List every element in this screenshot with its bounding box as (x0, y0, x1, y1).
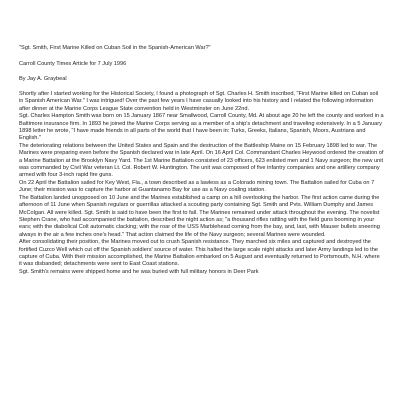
spacer (19, 69, 384, 76)
paragraph: Sgt. Charles Hampton Smith was born on 15 January 1867 near Smallwood, Carroll County, Md. At about age 20 he left the county and worked in a Baltimore insurance firm. In 1893 he joined the Marine Corps serving as a member of a ship's detachment and traveling extensively. In a 5 January 1898 letter he wrote, "I have made friends in all parts of the world that I have been in: Turks, Greeks, Italians, Spanish, Moors, Austrians and English." (19, 113, 384, 142)
paragraph: Sgt. Smith's remains were shipped home and he was buried with full military honors in Deer Park (19, 268, 259, 275)
article-byline: By Jay A. Graybeal (19, 76, 67, 83)
paragraph: After consolidating their position, the Marines moved out to crush Spanish resistance. They marched six miles and captured and destroyed the fortified Cuzco Well which cut off the Spanish soldiers' source of water. This halted the large scale night attacks and later Army landings led to the capture of Cuba. With their mission accomplished, the Marine Battalion embarked on 5 August and eventually returned to Portsmouth, N.H. where it was disbanded; detachments were sent to East Coast stations. (19, 239, 380, 268)
paragraph: The deteriorating relations between the United States and Spain and the destruction of the Battleship Maine on 15 February 1898 led to war. The Marines were preparing even before the Spanish declared war in late April. On 16 April Col. Commandant Charles Heywood ordered the creation of a Marine Battalion at the Brooklyn Navy Yard. The 1st Marine Battalion consisted of 23 officers, 623 enlisted men and 1 Navy surgeon; the new unit was commanded by Civil War veteran Lt. Col. Robert W. Huntington. The unit was composed of five infantry companies and one artillery company armed with four 3-inch rapid fire guns. (19, 142, 384, 179)
spacer (19, 84, 384, 91)
article-source: Carroll County Times Article for 7 July 1996 (19, 61, 127, 68)
paragraph: The Battalion landed unopposed on 10 June and the Marines established a camp on a hill overlooking the harbor. The first action came during the afternoon of 11 June when Spanish regulars or guerrillas attacked a scouting party containing Sgt. Smith and Pvts. William Dumphy and James McColgan. All were killed. Sgt. Smith is said to have been the first to fall. The Marines remained under attack throughout the evening. The novelist Stephen Crane, who had accompanied the battalion, described the night action as; "a thousand rifles rattling with the field guns booming in your ears; with the diabolical Colt automatic clacking; with the roar of the USS Marblehead coming from the bay, and, last, with Mauser bullets sneering always in the air a few inches one's head." That action claimed the life of the Navy surgeon; several Marines were wounded. (19, 194, 380, 238)
article-title: "Sgt. Smith, First Marine Killed on Cuban Soil in the Spanish-American War?" (19, 45, 211, 51)
paragraph: On 22 April the Battalion sailed for Key West, Fla., a town described as a lawless as a Colorado mining town. The Battalion sailed for Cuba on 7 June; their mission was to capture the harbor at Guantanamo Bay for use as a Navy coaling station. (19, 179, 375, 194)
paragraph: Shortly after I started working for the Historical Society, I found a photograph of Sgt. Charles H. Smith inscribed, "First Marine killed on Cuban soil in Spanish American War." I was intrigued! Over the past few years I have casually looked into his history and I related the following information after dinner at the Marine Corps League State convention held in Westminster on June 22nd. (19, 91, 379, 112)
